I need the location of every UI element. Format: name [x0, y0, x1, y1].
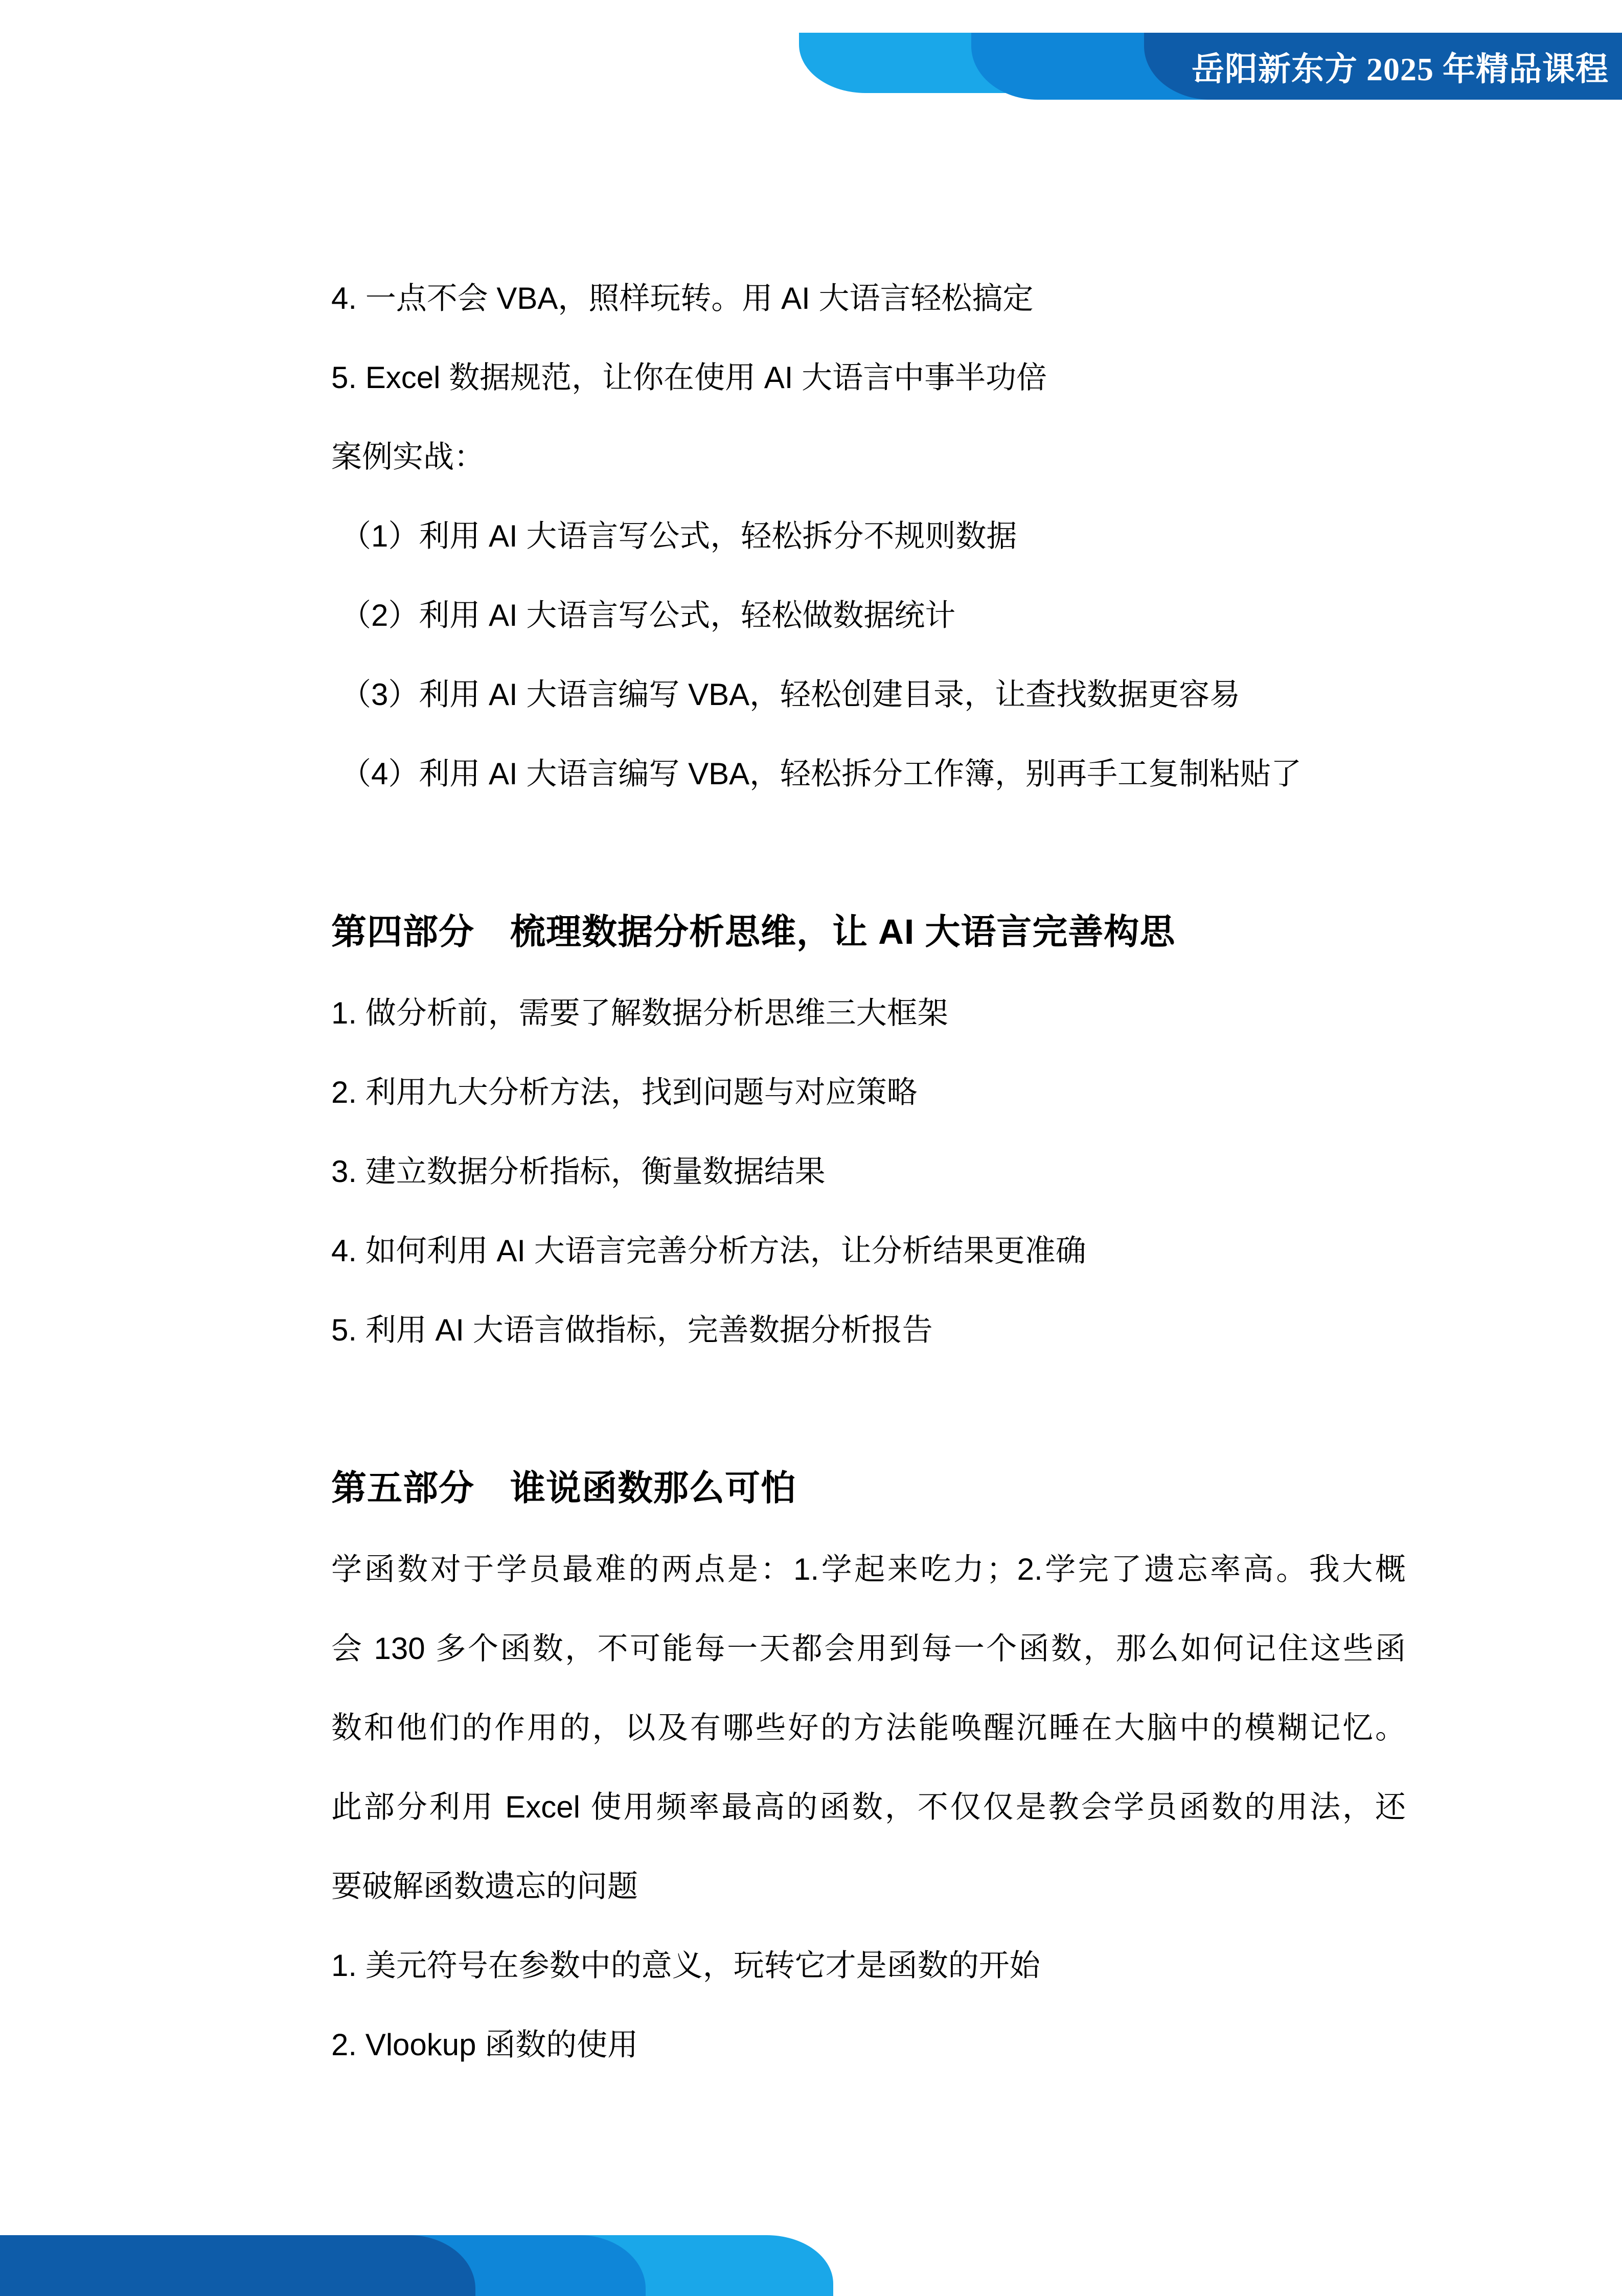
document-content: [331, 279, 1406, 2104]
course-item: 5. 利用 AI 大语言做指标，完善数据分析报告: [331, 1313, 933, 1347]
course-item: 1. 美元符号在参数中的意义，玩转它才是函数的开始: [331, 1948, 1040, 1983]
course-item: 4. 如何利用 AI 大语言完善分析方法，让分析结果更准确: [331, 1234, 1086, 1268]
course-item: 1. 做分析前，需要了解数据分析思维三大框架: [331, 996, 948, 1030]
footer-ribbon-dark: [0, 2235, 475, 2296]
section-heading-part5: 第五部分 谁说函数那么可怕: [331, 1468, 796, 1508]
case-item: （4）利用 AI 大语言编写 VBA，轻松拆分工作簿，别再手工复制粘贴了: [340, 757, 1302, 791]
paragraph-line: 要破解函数遗忘的问题: [331, 1869, 638, 1903]
course-item: 4. 一点不会 VBA，照样玩转。用 AI 大语言轻松搞定: [331, 281, 1034, 315]
paragraph-line: 会 130 多个函数，不可能每一天都会用到每一个函数，那么如何记住这些函: [331, 1631, 1406, 1666]
course-item: 3. 建立数据分析指标，衡量数据结果: [331, 1154, 826, 1189]
course-item: 2. Vlookup 函数的使用: [331, 2028, 638, 2062]
case-item: （3）利用 AI 大语言编写 VBA，轻松创建目录，让查找数据更容易: [340, 677, 1241, 712]
header-ribbon-dark: [1144, 33, 1622, 100]
header-banner-title: 岳阳新东方 2025 年精品课程: [1192, 51, 1609, 87]
paragraph-line: 此部分利用 Excel 使用频率最高的函数，不仅仅是教会学员函数的用法，还: [331, 1790, 1406, 1824]
case-item: （2）利用 AI 大语言写公式，轻松做数据统计: [340, 598, 956, 632]
course-item: 5. Excel 数据规范，让你在使用 AI 大语言中事半功倍: [331, 360, 1047, 395]
paragraph-line: 数和他们的作用的，以及有哪些好的方法能唤醒沉睡在大脑中的模糊记忆。: [331, 1711, 1406, 1745]
course-item: 2. 利用九大分析方法，找到问题与对应策略: [331, 1075, 918, 1109]
section-heading-part4: 第四部分 梳理数据分析思维，让 AI 大语言完善构思: [331, 912, 1176, 951]
case-practice-label: 案例实战：: [331, 440, 485, 474]
paragraph-line: 学函数对于学员最难的两点是：1.学起来吃力；2.学完了遗忘率高。我大概: [331, 1552, 1406, 1586]
case-item: （1）利用 AI 大语言写公式，轻松拆分不规则数据: [340, 519, 1017, 553]
